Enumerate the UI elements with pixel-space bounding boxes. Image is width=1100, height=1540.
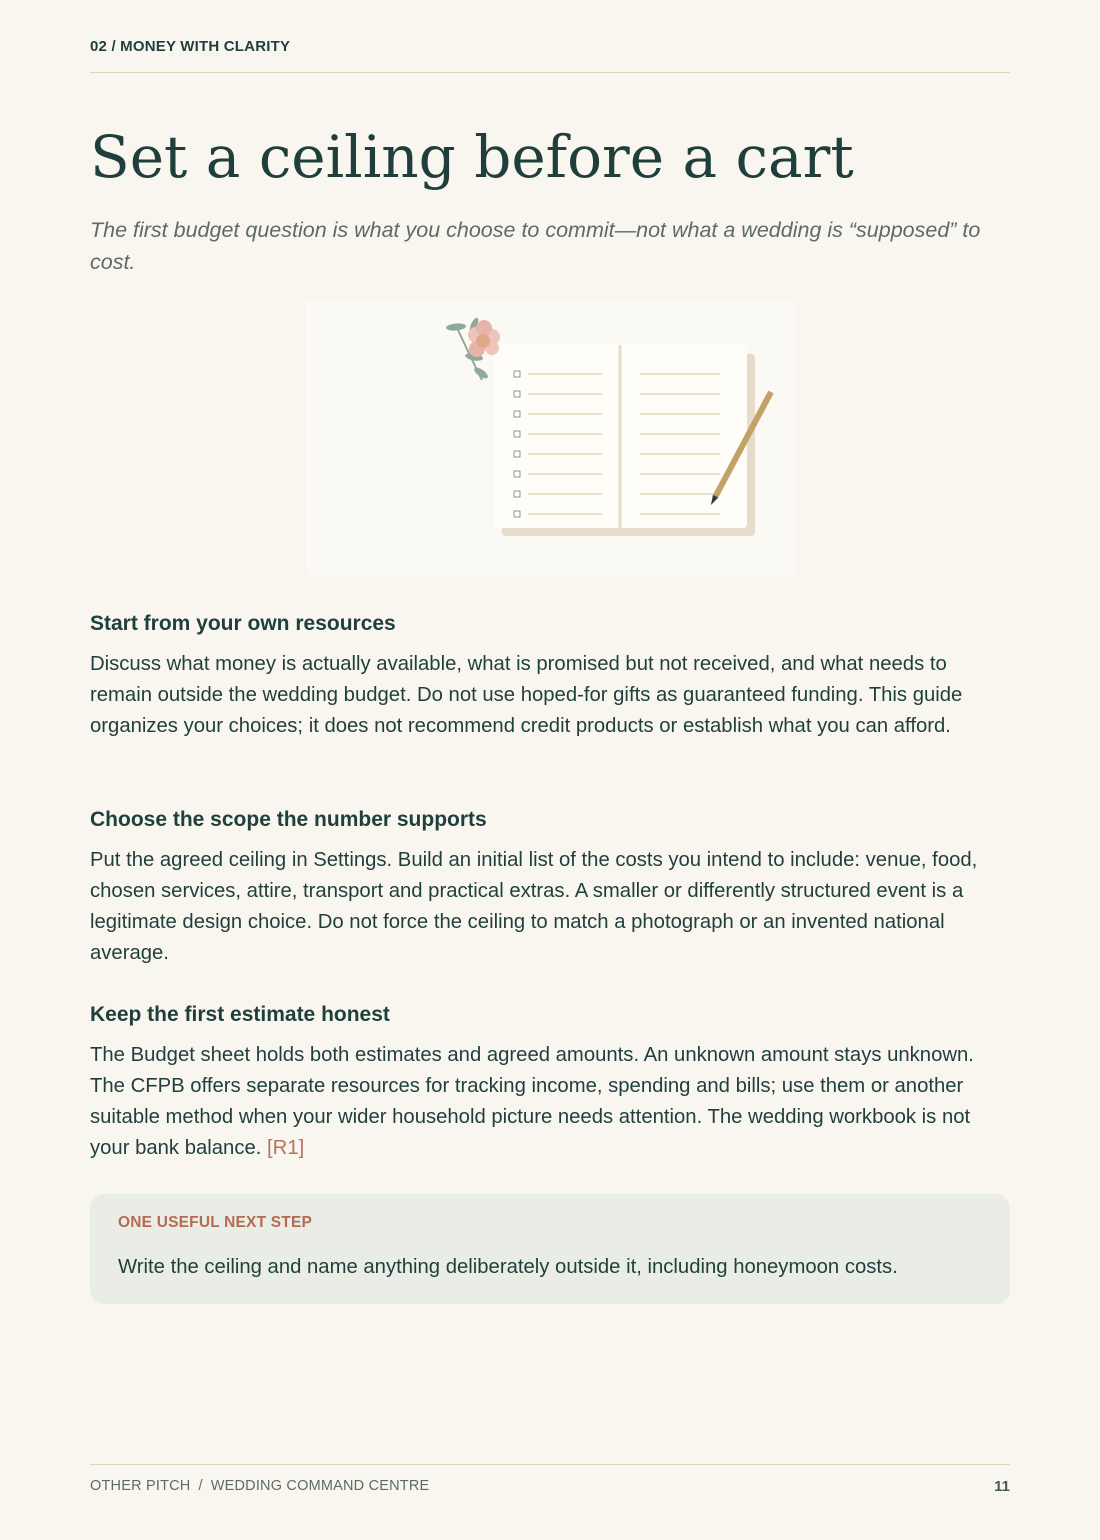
footer-product: WEDDING COMMAND CENTRE xyxy=(210,1478,430,1494)
notebook-icon xyxy=(494,345,755,536)
header-divider xyxy=(90,72,1010,73)
callout-text: Write the ceiling and name anything deliberately outside it, including honeymoon costs. xyxy=(118,1256,898,1278)
notebook-illustration xyxy=(306,300,796,575)
section-body: The Budget sheet holds both estimates and agreed amounts. An unknown amount stays unknown. The CFPB offers separate resources for tracking income, spending and bills; use them or another suitable method when your wider household picture needs attention. The wedding workbook is not your bank balance. xyxy=(90,1044,974,1159)
footer-publisher: OTHER PITCH xyxy=(90,1478,191,1494)
page-number: 11 xyxy=(994,1478,1010,1495)
section-heading: Start from your own resources xyxy=(90,612,396,635)
section-body-wrapper xyxy=(90,1040,1010,1164)
section-estimate xyxy=(90,1000,1010,1164)
next-step-callout xyxy=(90,1194,1010,1304)
callout-label: ONE USEFUL NEXT STEP xyxy=(118,1214,313,1231)
page xyxy=(90,0,1010,1540)
page-title: Set a ceiling before a cart xyxy=(90,123,854,191)
section-body: Discuss what money is actually available, what is promised but not received, and what needs to remain outside the wedding budget. Do not use hoped-for gifts as guaranteed funding. This guide organizes your choices; it does not recommend credit products or establish what you can afford. xyxy=(90,653,963,737)
footer xyxy=(90,1478,429,1494)
running-head: 02 / MONEY WITH CLARITY xyxy=(90,38,291,55)
section-body: Put the agreed ceiling in Settings. Build an initial list of the costs you intend to include: venue, food, chosen services, attire, transport and practical extras. A smaller or differently structured event is a legitimate design choice. Do not force the ceiling to match a photograph or an invented national average. xyxy=(90,849,978,964)
footer-separator: / xyxy=(198,1478,203,1494)
footer-divider xyxy=(90,1464,1010,1465)
page-subtitle: The first budget question is what you choose to commit—not what a wedding is “supposed” to cost. xyxy=(90,218,981,274)
section-heading: Keep the first estimate honest xyxy=(90,1003,390,1026)
section-scope xyxy=(90,805,1010,969)
section-resources xyxy=(90,609,1010,742)
section-heading: Choose the scope the number supports xyxy=(90,808,487,831)
reference-link[interactable]: [R1] xyxy=(267,1137,305,1159)
